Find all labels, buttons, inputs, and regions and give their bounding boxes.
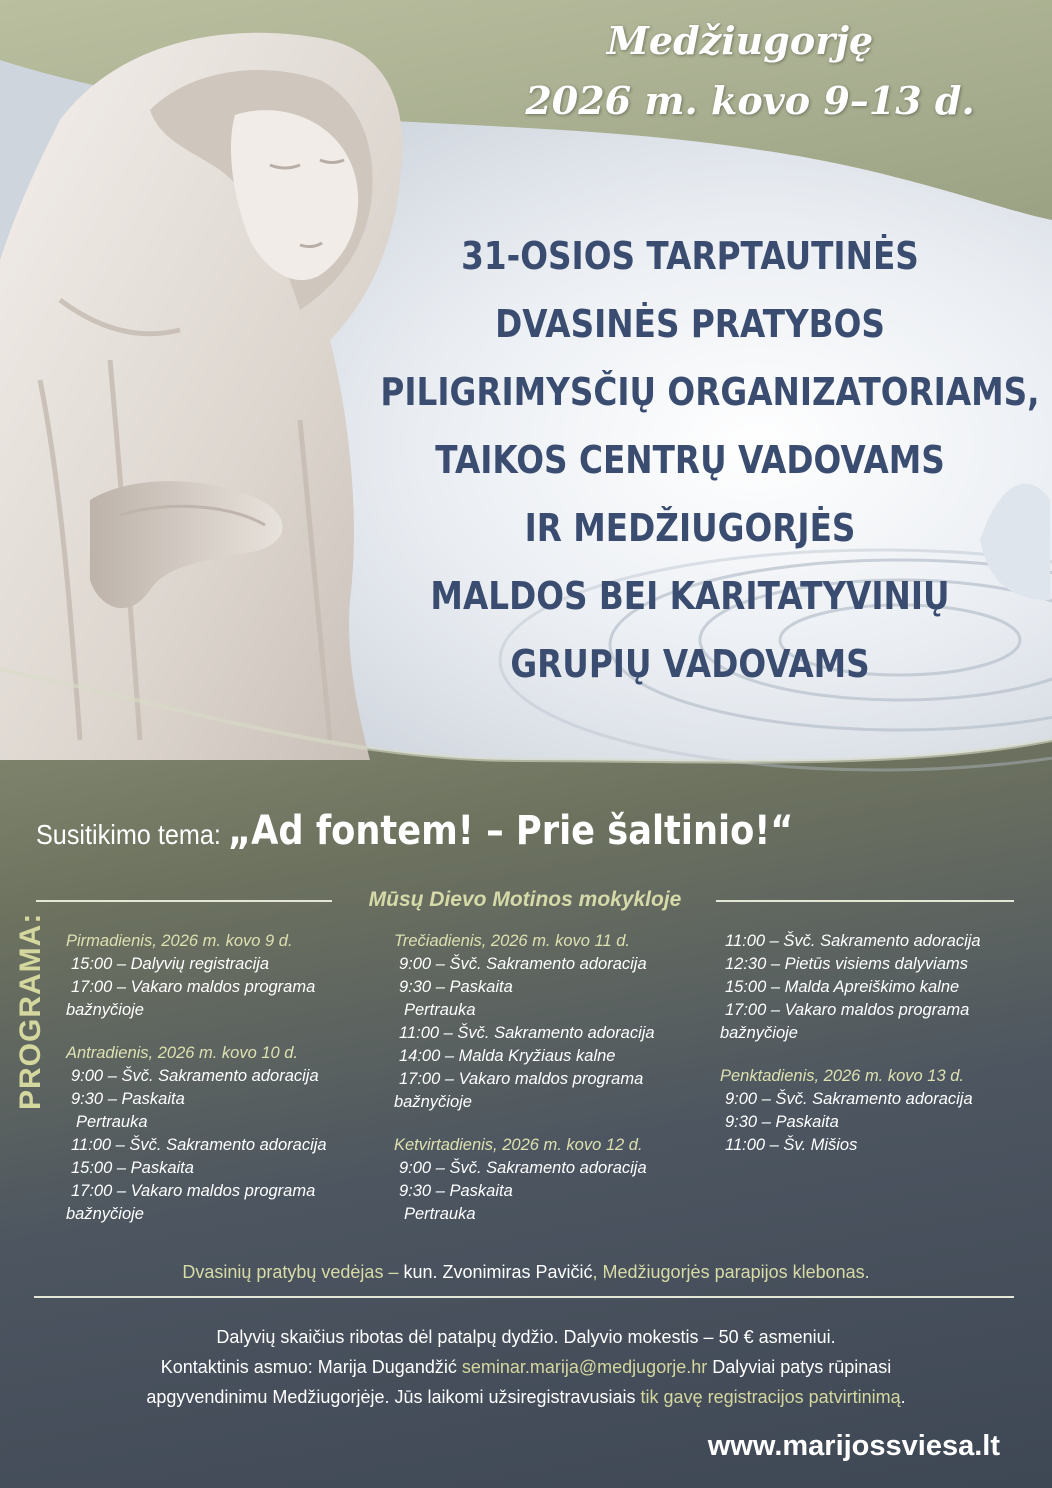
- info-line: Dalyvių skaičius ribotas dėl patalpų dydžio. Dalyvio mokestis – 50 € asmeniui.: [216, 1327, 836, 1347]
- contact-person: Kontaktinis asmuo: Marija Dugandžić: [160, 1357, 462, 1377]
- title-line: 31-OSIOS TARPTAUTINĖS: [461, 234, 919, 278]
- day-title: Trečiadienis, 2026 m. kovo 11 d.: [394, 932, 631, 950]
- title-line: PILIGRIMYSČIŲ ORGANIZATORIAMS,: [380, 370, 1040, 414]
- program-item: 9:30 – Paskaita: [71, 1090, 185, 1108]
- program-item: 9:30 – Paskaita: [399, 1182, 513, 1200]
- main-title: [330, 222, 1050, 698]
- program-item: 9:00 – Švč. Sakramento adoracija: [725, 1090, 973, 1108]
- leader-role: Dvasinių pratybų vedėjas –: [182, 1262, 404, 1282]
- subheading: Mūsų Dievo Motinos mokykloje: [368, 888, 682, 911]
- program-column-1: [66, 930, 376, 1246]
- program-item: 17:00 – Vakaro maldos programa: [71, 978, 316, 996]
- event-place: Medžiugorję: [606, 18, 874, 63]
- day-title: Antradienis, 2026 m. kovo 10 d.: [66, 1044, 299, 1062]
- event-dates: 2026 m. kovo 9–13 d.: [525, 78, 975, 123]
- program-day: [394, 1134, 704, 1226]
- website-link[interactable]: www.marijossviesa.lt: [707, 1430, 1000, 1462]
- program-item: 11:00 – Švč. Sakramento adoracija: [725, 932, 981, 950]
- registration-info: [40, 1322, 1012, 1412]
- info-text: .: [900, 1387, 906, 1407]
- program-item: 9:30 – Paskaita: [399, 978, 513, 996]
- title-line: IR MEDŽIUGORJĖS: [524, 506, 856, 550]
- program-note: bažnyčioje: [720, 1024, 798, 1042]
- program-item: 11:00 – Švč. Sakramento adoracija: [71, 1136, 327, 1154]
- program-item: 15:00 – Malda Apreiškimo kalne: [725, 978, 960, 996]
- program-column-2: [394, 930, 704, 1246]
- program-day: [66, 1042, 376, 1226]
- meeting-theme: [36, 808, 1036, 854]
- theme-label: Susitikimo tema:: [36, 819, 221, 850]
- program-item: Pertrauka: [404, 1001, 476, 1019]
- program-item: 14:00 – Malda Kryžiaus kalne: [399, 1047, 616, 1065]
- leader-title: , Medžiugorjės parapijos klebonas.: [592, 1262, 870, 1282]
- program-item: Pertrauka: [404, 1205, 476, 1223]
- program-day: [720, 1065, 1030, 1157]
- info-line: [40, 1352, 1012, 1382]
- program-item: 12:30 – Pietūs visiems dalyviams: [725, 955, 969, 973]
- info-text: Dalyviai patys rūpinasi: [707, 1357, 892, 1377]
- program-item: 9:00 – Švč. Sakramento adoracija: [71, 1067, 319, 1085]
- program-note: bažnyčioje: [66, 1205, 144, 1223]
- program-item: 9:30 – Paskaita: [725, 1113, 839, 1131]
- program-item: 15:00 – Paskaita: [71, 1159, 194, 1177]
- contact-email-link[interactable]: seminar.marija@medjugorje.hr: [461, 1357, 708, 1377]
- title-line: MALDOS BEI KARITATYVINIŲ: [430, 574, 950, 618]
- divider-right: [716, 900, 1014, 902]
- confirmation-note: tik gavę registracijos patvirtinimą: [640, 1387, 901, 1407]
- program-item: 17:00 – Vakaro maldos programa: [725, 1001, 970, 1019]
- program-column-3: [720, 930, 1030, 1177]
- program-item: 11:00 – Švč. Sakramento adoracija: [399, 1024, 655, 1042]
- program-item: 9:00 – Švč. Sakramento adoracija: [399, 955, 647, 973]
- leader-name: kun. Zvonimiras Pavičić: [403, 1262, 593, 1282]
- programa-label: PROGRAMA:: [14, 912, 47, 1110]
- program-day: [720, 930, 1030, 1045]
- title-line: GRUPIŲ VADOVAMS: [510, 642, 870, 686]
- program-item: 11:00 – Šv. Mišios: [725, 1136, 858, 1154]
- title-line: DVASINĖS PRATYBOS: [495, 302, 885, 346]
- program-item: Pertrauka: [76, 1113, 148, 1131]
- program-day: [66, 930, 376, 1022]
- title-line: TAIKOS CENTRŲ VADOVAMS: [435, 438, 945, 482]
- info-text: apgyvendinimu Medžiugorjėje. Jūs laikomi užsiregistravusiais: [146, 1387, 641, 1407]
- day-title: Pirmadienis, 2026 m. kovo 9 d.: [66, 932, 293, 950]
- program-day: [394, 930, 704, 1114]
- day-title: Penktadienis, 2026 m. kovo 13 d.: [720, 1067, 964, 1085]
- program-item: 17:00 – Vakaro maldos programa: [399, 1070, 644, 1088]
- retreat-leader: [0, 1262, 1052, 1283]
- theme-quote: „Ad fontem! – Prie šaltinio!“: [227, 808, 794, 854]
- program-item: 17:00 – Vakaro maldos programa: [71, 1182, 316, 1200]
- info-line: [40, 1382, 1012, 1412]
- program-note: bažnyčioje: [394, 1093, 472, 1111]
- day-title: Ketvirtadienis, 2026 m. kovo 12 d.: [394, 1136, 643, 1154]
- program-note: bažnyčioje: [66, 1001, 144, 1019]
- program-item: 15:00 – Dalyvių registracija: [71, 955, 270, 973]
- divider-bottom: [34, 1296, 1014, 1298]
- divider-left: [36, 900, 332, 902]
- program-item: 9:00 – Švč. Sakramento adoracija: [399, 1159, 647, 1177]
